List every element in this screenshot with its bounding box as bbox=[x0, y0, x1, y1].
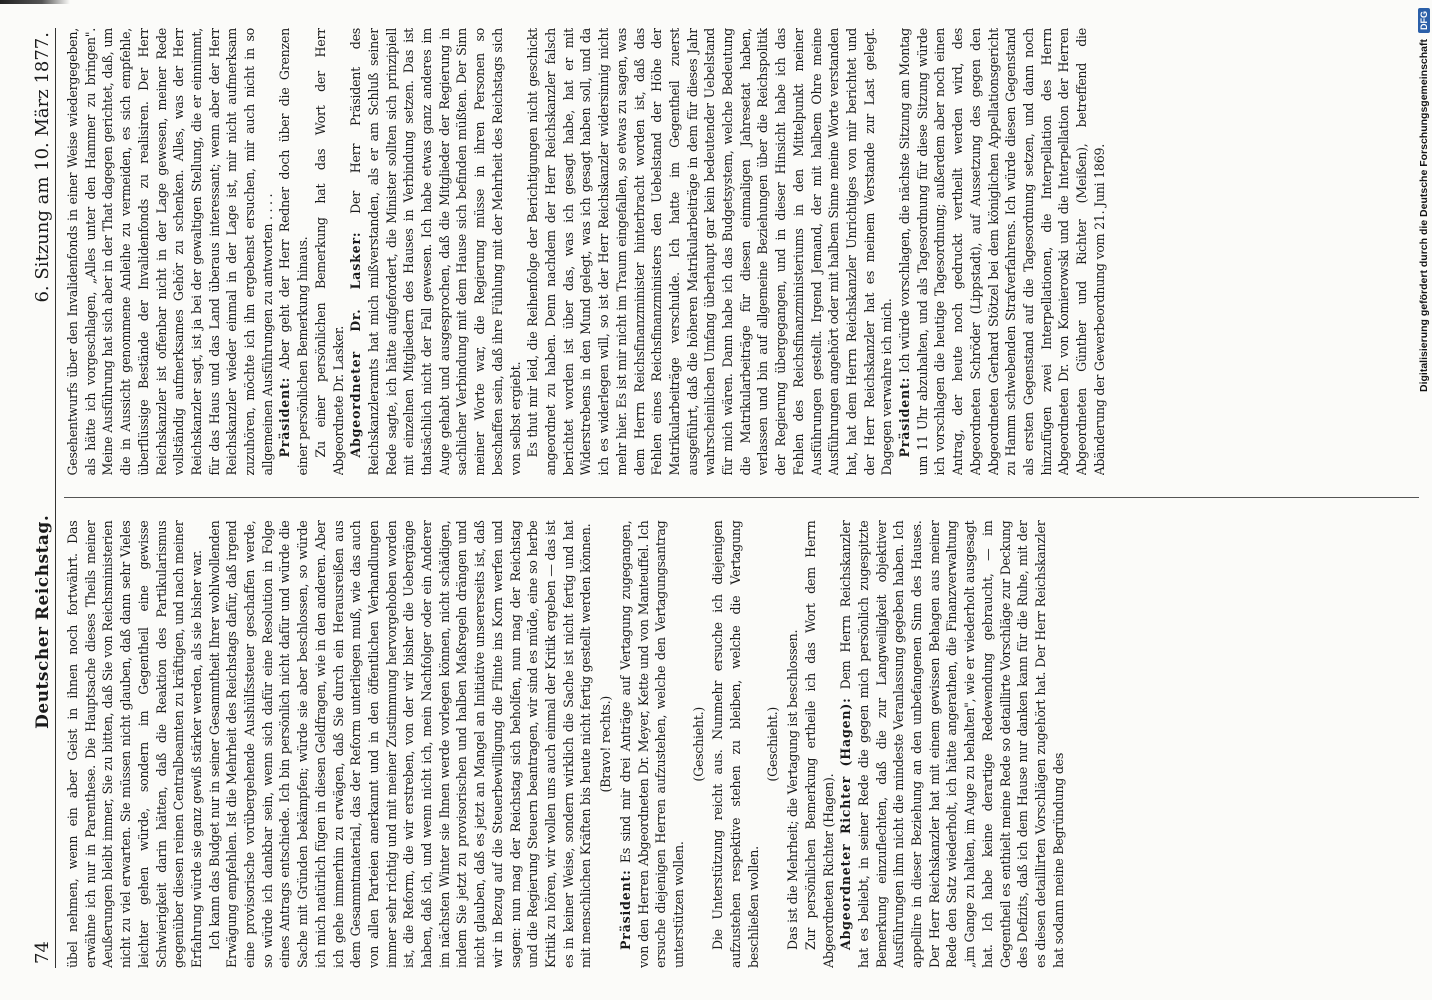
paragraph: Zu einer persönlichen Bemerkung hat das Wort der Herr Abgeordnete Dr. Lasker. bbox=[312, 28, 346, 476]
speech-paragraph bbox=[347, 28, 524, 476]
paragraph: Die Unterstützung reicht aus. Nunmehr ersuche ich diejenigen aufzustehen respektive stehen zu bleiben, welche die Vertagung beschließen wollen. bbox=[710, 520, 761, 968]
digitization-note: Digitalisierung gefördert durch die Deutsche Forschungsgemeinschaft bbox=[1417, 39, 1430, 392]
digitization-sidebar bbox=[1413, 0, 1432, 1000]
speaker-name: Präsident: bbox=[277, 376, 293, 458]
paragraph: Ich kann das Budget nur in seiner Gesammtheit Ihrer wohlwollenden Erwägung empfehlen. Ist die Mehrheit des Reichstags dafür, daß irgend eine provisorische vorübergehende Aushülfssteuer geschaffen werde, so würde ich dankbar sein, wenn sich dafür eine Resolution in Folge eines Antrags entschiede. Ich bin persönlich nicht dafür und würde die Sache mit Gründen bekämpfen; würde sie aber beschlossen, so würde ich mich natürlich fügen in diesen Geldfragen, wie in den anderen. Aber ich gehe immerhin zu erwägen, daß Sie durch ein Herausreißen aus dem Gesammtmaterial, das der Reform unterliegen muß, wie das auch von allen Parteien anerkannt und in den öffentlichen Verhandlungen immer sehr richtig und mit meiner Zustimmung hervorgehoben worden ist, die Reform, die wir erstreben, von der wir bisher die Uebergänge haben, daß ich, und wenn nicht ich, mein Nachfolger oder ein Anderer im nächsten Winter sie Ihnen werde vorlegen können, nicht schädigen, indem Sie jetzt zu provisorischen und halben Maßregeln drängen und nicht glauben, daß es jetzt an Mangel an Initiative unsererseits ist, daß wir in Bezug auf die Steuerbewilligung die Flinte ins Korn werfen und sagen: nun mag der Reichstag sich beholfen, nun mag der Reichstag und die Regierung Steuern beantragen, wir sind es müde, eine so herbe Kritik zu hören, wir wollen uns auch einmal der Kritik ergeben — das ist es in keiner Weise, sondern wirklich die Sache ist nicht fertig und hat mit menschlichen Kräften bis heute nicht fertig gestellt werden können. bbox=[206, 520, 594, 968]
session-date: 6. Sitzung am 10. März 1877. bbox=[32, 32, 53, 303]
stage-note: (Geschieht.) bbox=[690, 706, 706, 782]
right-column bbox=[64, 28, 1419, 476]
paragraph: übel nehmen, wenn ein aber Geist in ihnen noch fortwährt. Das erwähne ich nur in Parenthese. Die Hauptsache dieses Theils meiner Aeußerungen bleibt immer, Sie zu bitten, daß Sie von Reichsministerien nicht zu viel erwarten. Sie müssen nicht glauben, daß dann sehr Vieles leichter gehen würde, sondern im Gegentheil eine gewisse Schwierigkeit darin hätten, daß die Reaktion des Partikularismus gegenüber diesen reinen Centralbeamten zu kräftigen, und nach meiner Erfahrung würde sie ganz gewiß stärker werden, als sie bisher war. bbox=[65, 520, 204, 968]
left-column bbox=[64, 521, 1419, 969]
dfg-logo: DFG bbox=[1418, 8, 1430, 33]
column-divider bbox=[64, 498, 1419, 499]
speech-text: Ich würde vorschlagen, die nächste Sitzung am Montag um 11 Uhr abzuhalten, und als Tagesordnung für diese Sitzung würde ich vorschlagen die heutige Tagesordnung; außerdem aber noch einen Antrag, der heute noch gedruckt vertheilt werden wird, des Abgeordneten Schröder (Lippstadt), auf Aussetzung des gegen den Abgeordneten Gerhard Stötzel bei dem königlichen Appellationsgericht zu Hamm schwebenden Strafverfahrens. Ich würde diesen Gegenstand als ersten Gegenstand auf die Tagesordnung setzen, und dann noch hinzufügen zwei Interpellationen, die Interpellation des Herrn Abgeordneten Dr. von Komierowski und die Interpellation der Herren Abgeordneten Günther und Richter (Meißen), betreffend die Abänderung der Gewerbeordnung vom 21. Juni 1869. bbox=[897, 28, 1107, 476]
speaker-name: Präsident: bbox=[897, 376, 913, 458]
speech-paragraph bbox=[617, 521, 688, 969]
speech-text: Der Herr Präsident des Reichskanzleramts hat mich mißverstanden, als er am Schluß seiner Rede sagte, ich hätte aufgefordert, die Minister sollten sich prinzipiell mit einzelnen Mitgliedern des Hauses in Verbindung setzen. Das ist thatsächlich nicht der Fall gewesen. Ich habe etwas ganz anderes im Auge gehabt und ausgesprochen, daß die Mitglieder der Regierung in sachlicher Verbindung mit dem Hause sich befinden müßten. Der Sinn meiner Worte war, die Regierung müsse in ihren Personen so beschaffen sein, daß ihre Fühlung mit der Mehrheit des Reichstags sich von selbst ergiebt. bbox=[348, 28, 523, 476]
speech-paragraph bbox=[837, 521, 1067, 969]
speech-text: Aber geht der Herr Redner doch über die Grenzen einer persönlichen Bemerkung hinaus. bbox=[277, 28, 311, 476]
scan-edge-shadow bbox=[0, 0, 70, 4]
rotated-page-content bbox=[30, 28, 1425, 968]
speech-text: Dem Herrn Reichskanzler hat es beliebt, in seiner Rede die gegen mich persönlich zugespitzte Bemerkung einzuflechten, daß die zur Langweiligkeit objektiver Ausführungen ihm nicht die mindeste Veranlassung gegeben haben. Ich appellire in dieser Beziehung an den unbefangenen Sinn des Hauses. Der Herr Reichskanzler hat mit einem gewissen Behagen aus meiner Rede den Satz wiederholt, ich hätte angerathen, die Finanzverwaltung „im Gange zu halten, im Auge zu behalten", wie er wiederholt ausgesagt hat. Ich habe keine derartige Redewendung gebraucht, — im Gegentheil es enthielt meine Rede so detaillirte Vorschläge zur Deckung des Defizits, daß ich dem Hause nur danken kann für die Ruhe, mit der es diesen detaillirten Vorschlägen zugehört hat. Der Herr Reichskanzler hat sodann meine Begründung des bbox=[838, 520, 1066, 968]
speech-text: Es sind mir drei Anträge auf Vertagung zugegangen, von den Herren Abgeordneten Dr. Meyer, Kette und von Manteuffel. Ich ersuche diejenigen Herren aufzustehen, welche den Vertagungsantrag unterstützen wollen. bbox=[617, 520, 686, 968]
paragraph: Es thut mir leid, die Reihenfolge der Berichtigungen nicht geschickt angeordnet zu haben. Denn nachdem der Herr Reichskanzler falsch berichtet worden ist über das, was ich gesagt habe, hat er mit Widerstrebens in den Mund gelegt, was ich gesagt haben soll, und da ich es widerlegen will, so ist der Herr Reichskanzler widersinnig nicht mehr hier. Es ist mir nicht im Traum eingefallen, so etwas zu sagen, was dem Herrn Reichsfinanzminister hinterbracht worden ist, daß das Fehlen eines Reichsfinanzministers den Uebelstand der Höhe der Matrikularbeiträge verschulde. Ich hatte im Gegentheil zuerst ausgeführt, daß die höheren Matrikularbeiträge in dem für dieses Jahr wahrscheinlichen Umfang überhaupt gar kein bedeutender Uebelstand für mich wären. Dann habe ich das Budgetsystem, welche Bedeutung die Matrikularbeiträge für diesen einmaligen Jahresetat haben, verlassen und bin auf allgemeine Beziehungen über die Reichspolitik der Regierung übergegangen, und in dieser Hinsicht habe ich das Fehlen des Reichsfinanzministeriums in den Mittelpunkt meiner Ausführungen gestellt. Irgend Jemand, der mit halbem Ohre meine Ausführungen angehört oder mit halbem Sinne meine Worte verstanden hat, hat dem Herrn Reichskanzler Unrichtiges von mir berichtet und der Herr Reichskanzler hat es meinem Verstande zur Last gelegt. Dagegen verwahre ich mich. bbox=[525, 28, 895, 476]
text-columns bbox=[64, 28, 1419, 968]
speech-paragraph bbox=[276, 28, 311, 476]
digitization-credit bbox=[1414, 8, 1432, 998]
publication-title: Deutscher Reichstag. bbox=[32, 514, 53, 729]
page-number: 74 bbox=[32, 941, 53, 964]
speaker-name: Abgeordneter Richter (Hagen): bbox=[838, 697, 854, 950]
speaker-name: Abgeordneter Dr. Lasker: bbox=[348, 231, 364, 458]
paragraph: Das ist die Mehrheit; die Vertagung ist beschlossen. bbox=[785, 629, 801, 950]
stage-note: (Geschieht.) bbox=[765, 706, 781, 782]
speech-paragraph bbox=[896, 28, 1108, 476]
applause-note: (Bravo! rechts.) bbox=[598, 695, 614, 793]
speaker-name: Präsident: bbox=[617, 869, 633, 950]
running-header bbox=[30, 28, 56, 968]
paragraph: Zur persönlichen Bemerkung ertheile ich das Wort dem Herrn Abgeordneten Richter (Hagen). bbox=[802, 520, 836, 968]
paragraph: Gesehentwurfs über den Invalidenfonds in einer Weise wiedergegeben, als hätte ich vorgeschlagen, „Alles unter den Hammer zu bringen". Meine Ausführung hat sich aber in der That dagegen gerichtet, daß, um die in Aussicht genommene Anleihe zu vermeiden, es sich empfehle, überflüssige Bestände der Invalidenfonds zu realisiren. Der Herr Reichskanzler ist offenbar nicht in der Lage gewesen, meiner Rede vollständig aufmerksames Gehör zu schenken. Alles, was der Herr Reichskanzler sagt, ist ja bei der gewaltigen Stellung, die er einnimmt, für das Haus und das Land überaus interessant; wenn aber der Herr Reichskanzler wieder einmal in der Lage ist, mir nicht aufmerksam zuzuhören, möchte ich ihn ergebenst ersuchen, mir auch nicht in so allgemeinen Ausführungen zu antworten . . . . bbox=[65, 28, 275, 476]
